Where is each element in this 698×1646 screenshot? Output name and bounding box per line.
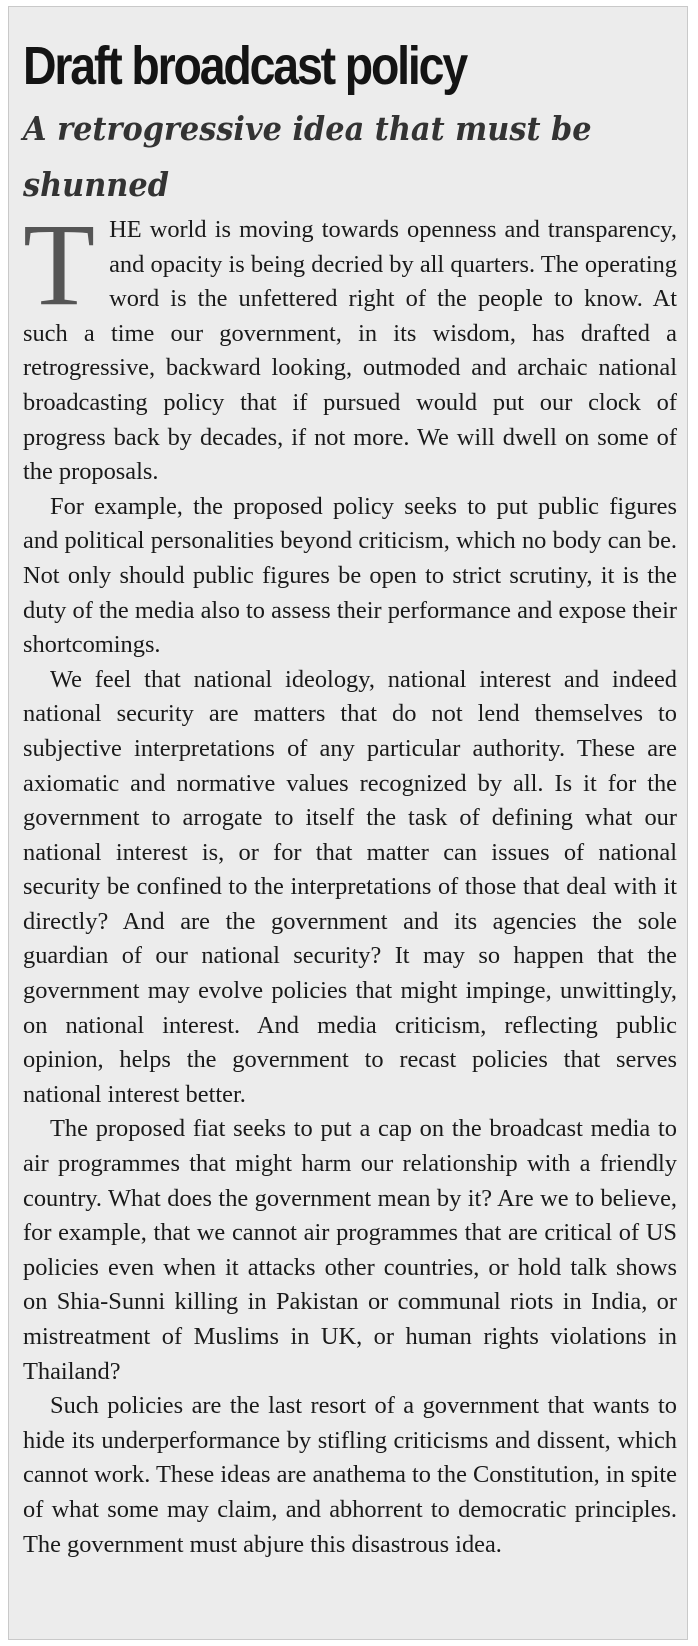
subheadline: A retrogressive idea that must be shunned [23, 109, 592, 204]
paragraph-1-text: HE world is moving towards openness and transparency, and opacity is being decried by all quarters. The operating word is the unfettered right of the people to know. At such a time our government, in its wisdom, has drafted a retrogressive, backward looking, outmoded and archaic national broadcasting policy that if pursued would put our clock of progress back by decades, if not more. We will dwell on some of the proposals. [23, 216, 677, 486]
editorial-clipping [8, 6, 688, 1640]
paragraph-2: For example, the proposed policy seeks to put public figures and political personalities beyond criticism, which no body can be. Not only should public figures be open to strict scrutiny, it is the duty of the media also to assess their performance and expose their shortcomings. [23, 492, 677, 659]
drop-cap: T [23, 199, 96, 330]
paragraph-1 [23, 199, 677, 490]
paragraph-4: The proposed fiat seeks to put a cap on the broadcast media to air programmes that might harm our relationship with a friendly country. What does the government mean by it? Are we to believe, for example, that we cannot air programmes that are critical of US policies even when it attacks other countries, or hold talk shows on Shia-Sunni killing in Pakistan or communal riots in India, or mistreatment of Muslims in UK, or human rights violations in Thailand? [23, 1115, 677, 1385]
paragraph-5: Such policies are the last resort of a government that wants to hide its underperformance by stifling criticisms and dissent, which cannot work. These ideas are anathema to the Constitution, in spite of what some may claim, and abhorrent to democratic principles. The government must abjure this disastrous idea. [23, 1392, 677, 1558]
article-body [23, 199, 677, 1562]
paragraph-3: We feel that national ideology, national interest and indeed national security are matters that do not lend themselves to subjective interpretations of any particular authority. These are axiomatic and normative values recognized by all. Is it for the government to arrogate to itself the task of defining what our national interest is, or for that matter can issues of national security be confined to the interpretations of those that deal with it directly? And are the government and its agencies the sole guardian of our national security? It may so happen that the government may evolve policies that might impinge, unwittingly, on national interest. And media criticism, reflecting public opinion, helps the government to recast policies that serves national interest better. [23, 665, 677, 1108]
headline: Draft broadcast policy [23, 36, 467, 96]
